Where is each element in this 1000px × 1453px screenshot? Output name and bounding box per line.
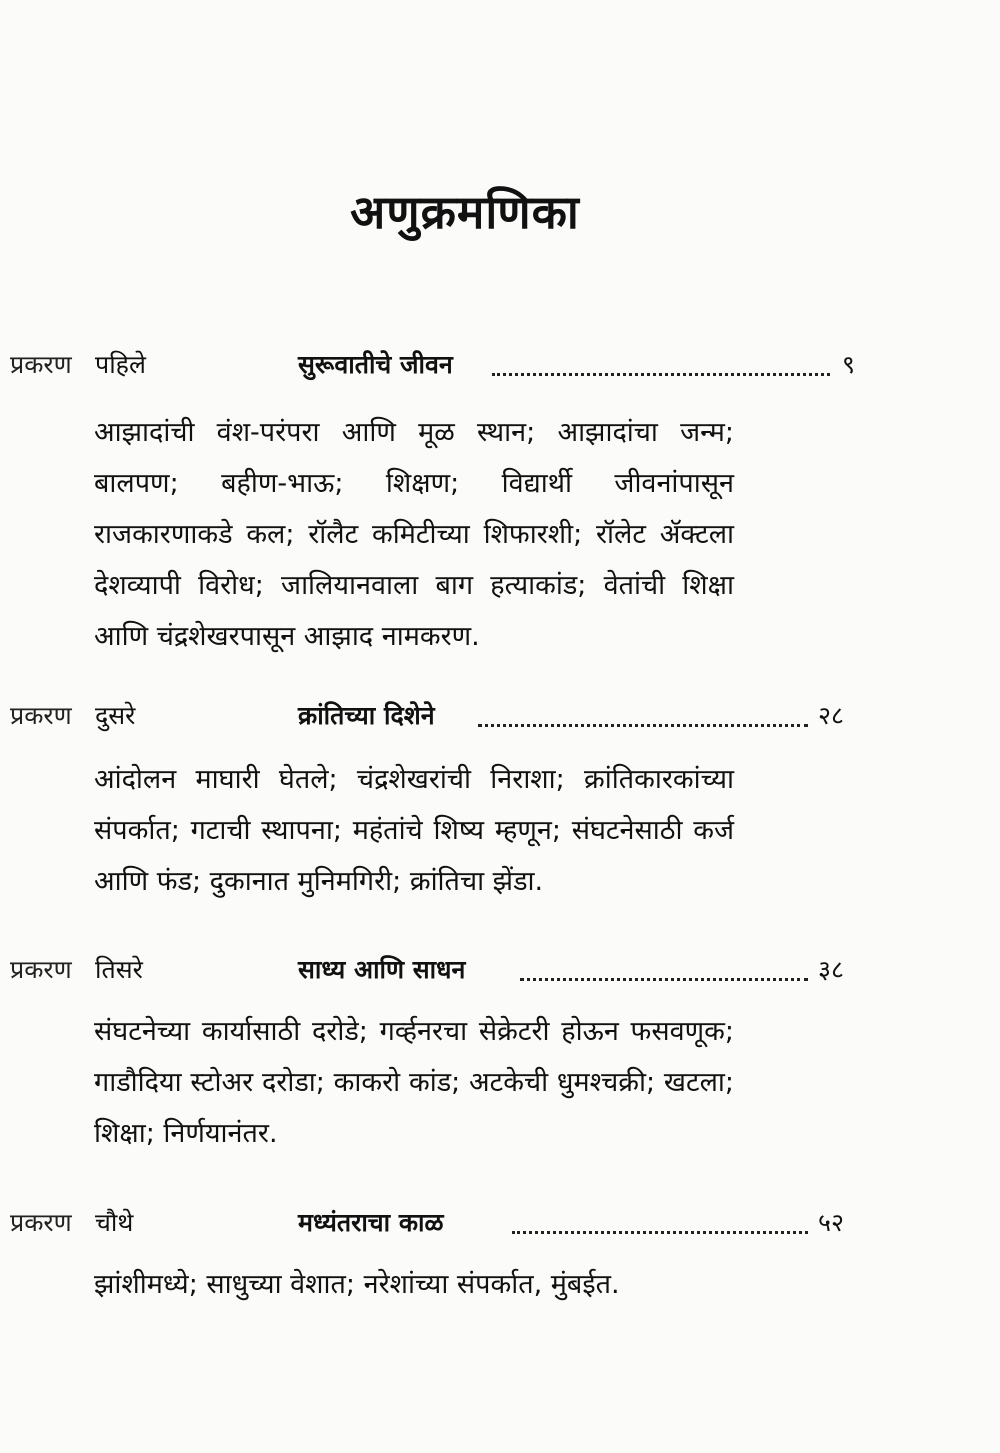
chapter-ordinal: दुसरे (95, 701, 136, 730)
chapter-entry (0, 950, 1000, 1149)
chapter-heading (0, 950, 1000, 990)
chapter-page-number: ३८ (818, 955, 845, 984)
chapter-label: प्रकरण (10, 955, 72, 984)
chapter-entry (0, 1203, 1000, 1300)
chapter-heading (0, 1203, 1000, 1243)
chapter-page-number: ९ (842, 350, 856, 379)
dot-leader (492, 353, 830, 376)
chapter-label: प्रकरण (10, 701, 72, 730)
chapter-entry (0, 345, 1000, 652)
chapter-heading (0, 696, 1000, 736)
chapter-title: साध्य आणि साधन (298, 955, 466, 984)
dot-leader (520, 958, 808, 981)
chapter-entry (0, 696, 1000, 897)
chapter-summary: झांशीमध्ये; साधुच्या वेशात; नरेशांच्या संपर्कात, मुंबईत. (94, 1269, 620, 1300)
chapter-title: सुरूवातीचे जीवन (298, 350, 453, 379)
dot-leader (478, 704, 808, 727)
chapter-title: क्रांतिच्या दिशेने (298, 701, 435, 730)
chapter-ordinal: तिसरे (95, 955, 143, 984)
chapter-label: प्रकरण (10, 1208, 72, 1237)
chapter-ordinal: पहिले (95, 350, 146, 379)
chapter-heading (0, 345, 1000, 385)
chapter-label: प्रकरण (10, 350, 72, 379)
chapter-page-number: ५२ (818, 1208, 845, 1237)
chapter-summary: आंदोलन माघारी घेतले; चंद्रशेखरांची निराशा; क्रांतिकारकांच्या संपर्कात; गटाची स्थापना; महंतांचे शिष्य म्हणून; संघटनेसाठी कर्ज आणि फंड; दुकानात मुनिमगिरी; क्रांतिचा झेंडा. (94, 764, 734, 897)
chapter-summary: संघटनेच्या कार्यासाठी दरोडे; गर्व्हनरचा सेक्रेटरी होऊन फसवणूक; गाडौदिया स्टोअर दरोडा; काकरो कांड; अटकेची धुमश्चक्री; खटला; शिक्षा; निर्णयानंतर. (94, 1016, 734, 1149)
dot-leader (512, 1211, 808, 1234)
chapter-summary: आझादांची वंश-परंपरा आणि मूळ स्थान; आझादांचा जन्म; बालपण; बहीण-भाऊ; शिक्षण; विद्यार्थी जीवनांपासून राजकारणाकडे कल; रॉलैट कमिटीच्या शिफारशी; रॉलेट ॲक्टला देशव्यापी विरोध; जालियानवाला बाग हत्याकांड; वेतांची शिक्षा आणि चंद्रशेखरपासून आझाद नामकरण. (94, 417, 734, 652)
chapter-ordinal: चौथे (95, 1208, 134, 1237)
chapter-page-number: २८ (818, 701, 845, 730)
page-title: अणुक्रमणिका (350, 185, 580, 239)
chapter-title: मध्यंतराचा काळ (298, 1208, 444, 1237)
